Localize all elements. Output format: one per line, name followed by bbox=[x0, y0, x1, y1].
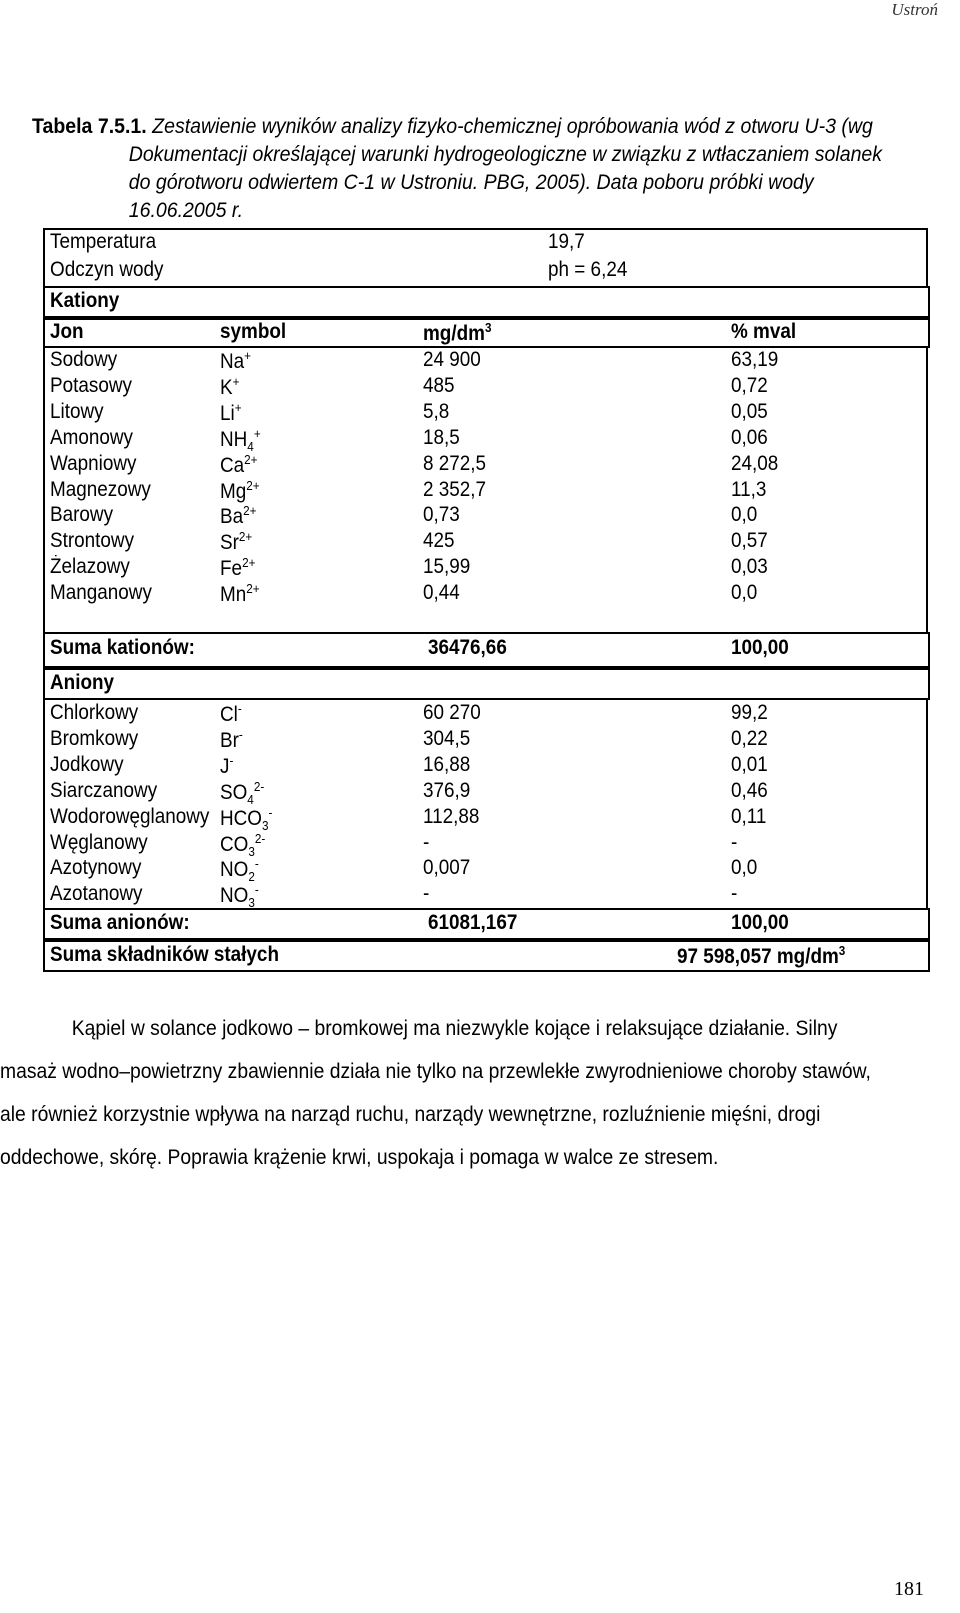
aniony-title: Aniony bbox=[50, 671, 115, 694]
ion-name: Barowy bbox=[50, 503, 114, 527]
aniony-sum-label: Suma anionów: bbox=[50, 911, 190, 934]
ion-name: Wodorowęglanowy bbox=[50, 804, 210, 828]
ion-mval-value: 0,01 bbox=[731, 752, 768, 776]
ion-symbol: Br- bbox=[220, 726, 243, 752]
ion-mval-value: - bbox=[731, 882, 738, 906]
ion-mg-value: 485 bbox=[423, 373, 455, 397]
col-symbol-header: symbol bbox=[220, 320, 287, 343]
ion-mg-value: 18,5 bbox=[423, 425, 460, 449]
col-mg-header: $mg/dm^3$ bbox=[423, 320, 492, 345]
temp-value: 19,7 bbox=[548, 230, 585, 253]
ion-mg-value: 60 270 bbox=[423, 701, 481, 724]
paragraph bbox=[0, 1007, 871, 1179]
caption-line-1 bbox=[32, 113, 873, 141]
ion-name: Węglanowy bbox=[50, 830, 148, 854]
ion-symbol: J- bbox=[220, 752, 234, 778]
ion-mval-value: 0,11 bbox=[731, 804, 767, 828]
ion-symbol: $CO_3^{2-}$ bbox=[220, 830, 266, 859]
ion-symbol: $Ca^{2+}$ bbox=[220, 451, 258, 477]
ion-mg-value: 24 900 bbox=[423, 348, 481, 371]
total-value: 97 598,057 $mg/dm^3$ bbox=[677, 943, 846, 968]
kationy-sum-label: Suma kationów: bbox=[50, 636, 195, 659]
ion-mg-value: 15,99 bbox=[423, 555, 471, 579]
ion-mg-value: - bbox=[423, 830, 430, 854]
ion-symbol: $NH_4^+$ bbox=[220, 425, 261, 454]
table-caption bbox=[32, 113, 883, 225]
ion-mval-value: 24,08 bbox=[731, 451, 779, 475]
ion-mval-value: 0,03 bbox=[731, 555, 768, 579]
ion-name: Azotanowy bbox=[50, 882, 143, 906]
ion-name: Bromkowy bbox=[50, 726, 139, 750]
paragraph-line-2: masaż wodno–powietrzny zbawiennie działa nie tylko na przewlekłe zwyrodnieniowe choroby stawów, bbox=[0, 1060, 871, 1083]
ion-name: Amonowy bbox=[50, 425, 133, 449]
paragraph-line-3: ale również korzystnie wpływa na narząd ruchu, narządy wewnętrzne, rozluźnienie mięśni, drogi bbox=[0, 1103, 821, 1126]
ion-mval-value: 0,05 bbox=[731, 399, 768, 423]
ion-symbol: $SO_4^{2-}$ bbox=[220, 778, 265, 807]
ion-name: Wapniowy bbox=[50, 451, 137, 475]
caption-label: Tabela 7.5.1. bbox=[32, 115, 147, 138]
caption-text-1: Zestawienie wyników analizy fizyko-chemicznej opróbowania wód z otworu U-3 (wg bbox=[152, 115, 873, 138]
kationy-sum-mval: 100,00 bbox=[731, 636, 789, 659]
aniony-sum-mg: 61081,167 bbox=[428, 911, 518, 934]
general-box bbox=[43, 228, 928, 286]
ph-label: Odczyn wody bbox=[50, 258, 164, 281]
ion-symbol: Li+ bbox=[220, 399, 242, 425]
ion-symbol: $Ba^{2+}$ bbox=[220, 503, 257, 529]
ion-mval-value: 0,0 bbox=[731, 856, 758, 880]
ion-symbol: $Mn^{2+}$ bbox=[220, 581, 260, 607]
ion-mval-value: 11,3 bbox=[731, 477, 767, 501]
ion-name: Strontowy bbox=[50, 529, 135, 553]
caption-line-2: Dokumentacji określającej warunki hydrogeologiczne w związku z wtłaczaniem solanek bbox=[128, 143, 883, 166]
ion-symbol: Na+ bbox=[220, 348, 252, 373]
ion-symbol: Cl- bbox=[220, 701, 242, 726]
ion-mg-value: 304,5 bbox=[423, 726, 471, 750]
ion-name: Azotynowy bbox=[50, 856, 142, 880]
ion-symbol: $NO_2^-$ bbox=[220, 856, 259, 885]
ion-mval-value: 0,22 bbox=[731, 726, 768, 750]
col-mval-header: % mval bbox=[731, 320, 797, 343]
caption-line-4: 16.06.2005 r. bbox=[128, 199, 244, 222]
ion-mg-value: 2 352,7 bbox=[423, 477, 487, 501]
ion-mval-value: 63,19 bbox=[731, 348, 779, 371]
temp-label: Temperatura bbox=[50, 230, 157, 253]
ion-symbol: $Mg^{2+}$ bbox=[220, 477, 260, 503]
ion-mval-value: 0,0 bbox=[731, 581, 758, 605]
ion-name: Jodkowy bbox=[50, 752, 124, 776]
ion-mg-value: 16,88 bbox=[423, 752, 471, 776]
ion-mg-value: 8 272,5 bbox=[423, 451, 487, 475]
ion-symbol: $Fe^{2+}$ bbox=[220, 555, 256, 581]
ion-mval-value: 0,46 bbox=[731, 778, 768, 802]
aniony-title-box bbox=[43, 668, 930, 700]
ion-name: Manganowy bbox=[50, 581, 152, 605]
kationy-title: Kationy bbox=[50, 289, 120, 312]
page-number: 181 bbox=[894, 1578, 924, 1600]
ion-name: Magnezowy bbox=[50, 477, 151, 501]
total-label: Suma składników stałych bbox=[50, 943, 279, 966]
ion-symbol: $Sr^{2+}$ bbox=[220, 529, 253, 555]
ion-name: Siarczanowy bbox=[50, 778, 158, 802]
ion-mg-value: 0,73 bbox=[423, 503, 460, 527]
ion-mval-value: 0,06 bbox=[731, 425, 768, 449]
kationy-sum-mg: 36476,66 bbox=[428, 636, 507, 659]
caption-line-3: do górotworu odwiertem C-1 w Ustroniu. PBG, 2005). Data poboru próbki wody bbox=[128, 171, 814, 194]
ion-mg-value: - bbox=[423, 882, 430, 906]
ion-name: Potasowy bbox=[50, 373, 132, 397]
ion-mval-value: 0,57 bbox=[731, 529, 768, 553]
ion-mg-value: 5,8 bbox=[423, 399, 450, 423]
ion-mval-value: 99,2 bbox=[731, 701, 768, 724]
paragraph-line-4: oddechowe, skórę. Poprawia krążenie krwi, uspokaja i pomaga w walce ze stresem. bbox=[0, 1146, 719, 1169]
ion-name: Żelazowy bbox=[50, 555, 130, 579]
ion-mg-value: 376,9 bbox=[423, 778, 471, 802]
ion-symbol: K+ bbox=[220, 373, 240, 399]
ion-mg-value: 112,88 bbox=[423, 804, 480, 828]
paragraph-line-1: Kąpiel w solance jodkowo – bromkowej ma niezwykle kojące i relaksujące działanie. Silny bbox=[71, 1017, 838, 1040]
kationy-title-box bbox=[43, 286, 930, 318]
ion-name: Chlorkowy bbox=[50, 701, 139, 724]
ion-mval-value: - bbox=[731, 830, 738, 854]
col-jon-header: Jon bbox=[50, 320, 84, 343]
ion-mval-value: 0,0 bbox=[731, 503, 758, 527]
ion-symbol: $HCO_3^-$ bbox=[220, 804, 273, 833]
ion-symbol: $NO_3^-$ bbox=[220, 882, 259, 911]
ion-mg-value: 0,44 bbox=[423, 581, 460, 605]
ion-mval-value: 0,72 bbox=[731, 373, 768, 397]
aniony-sum-mval: 100,00 bbox=[731, 911, 789, 934]
ph-value: ph = 6,24 bbox=[548, 258, 628, 281]
ion-mg-value: 0,007 bbox=[423, 856, 471, 880]
ion-mg-value: 425 bbox=[423, 529, 455, 553]
ion-name: Sodowy bbox=[50, 348, 118, 371]
running-header: Ustroń bbox=[891, 0, 938, 19]
ion-name: Litowy bbox=[50, 399, 104, 423]
